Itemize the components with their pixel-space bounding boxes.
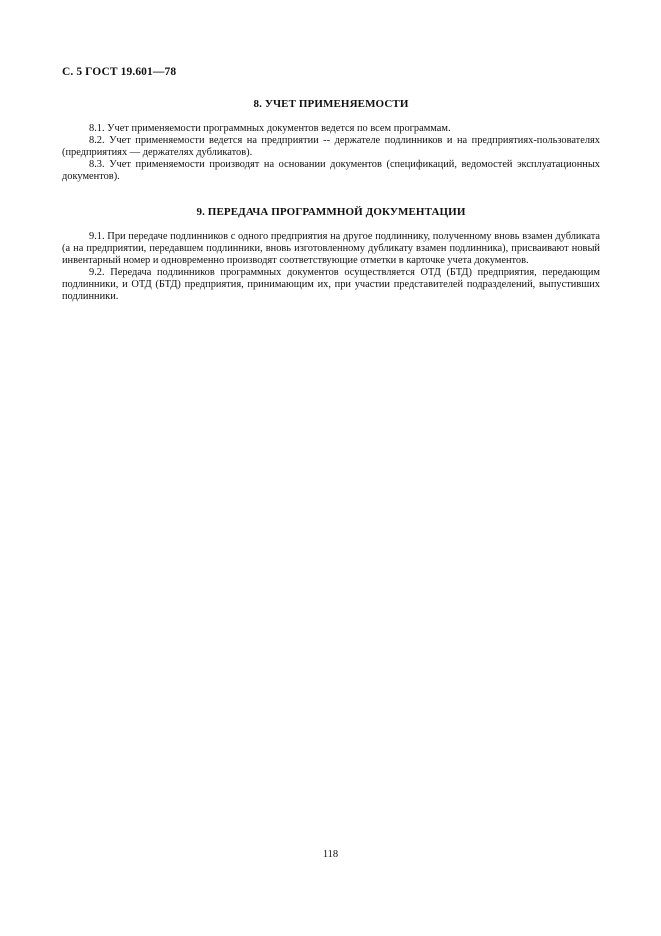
page-number: 118 — [322, 849, 339, 860]
section-8-title: 8. УЧЕТ ПРИМЕНЯЕМОСТИ — [253, 98, 409, 110]
paragraph-9-1: 9.1. При передаче подлинников с одного предприятия на другое подлиннику, полученному вновь взамен дубликата (а на предприятии, передавшем подлинники, вновь изготовленному дубликату взамен подлинника), присваивают новый инвентарный номер и одновременно производят соответствующие отметки в карточке учета документов. — [62, 231, 600, 266]
section-9-title: 9. ПЕРЕДАЧА ПРОГРАММНОЙ ДОКУМЕНТАЦИИ — [196, 206, 466, 218]
section-9 — [62, 206, 600, 302]
paragraph-8-2: 8.2. Учет применяемости ведется на предприятии -- держателе подлинников и на предприятиях-пользователях (предприятиях — держателях дубликатов). — [62, 134, 600, 158]
page-header: С. 5 ГОСТ 19.601—78 — [62, 66, 177, 78]
paragraph-8-3: 8.3. Учет применяемости производят на основании документов (спецификаций, ведомостей эксплуатационных документов). — [62, 158, 600, 182]
paragraph-9-2: 9.2. Передача подлинников программных документов осуществляется ОТД (БТД) предприятия, передающим подлинники, и ОТД (БТД) предприятия, принимающим их, при участии представителей подразделений, выпустивших подлинники. — [62, 266, 600, 302]
section-8 — [62, 98, 600, 183]
paragraph-8-1: 8.1. Учет применяемости программных документов ведется по всем программам. — [89, 123, 451, 134]
